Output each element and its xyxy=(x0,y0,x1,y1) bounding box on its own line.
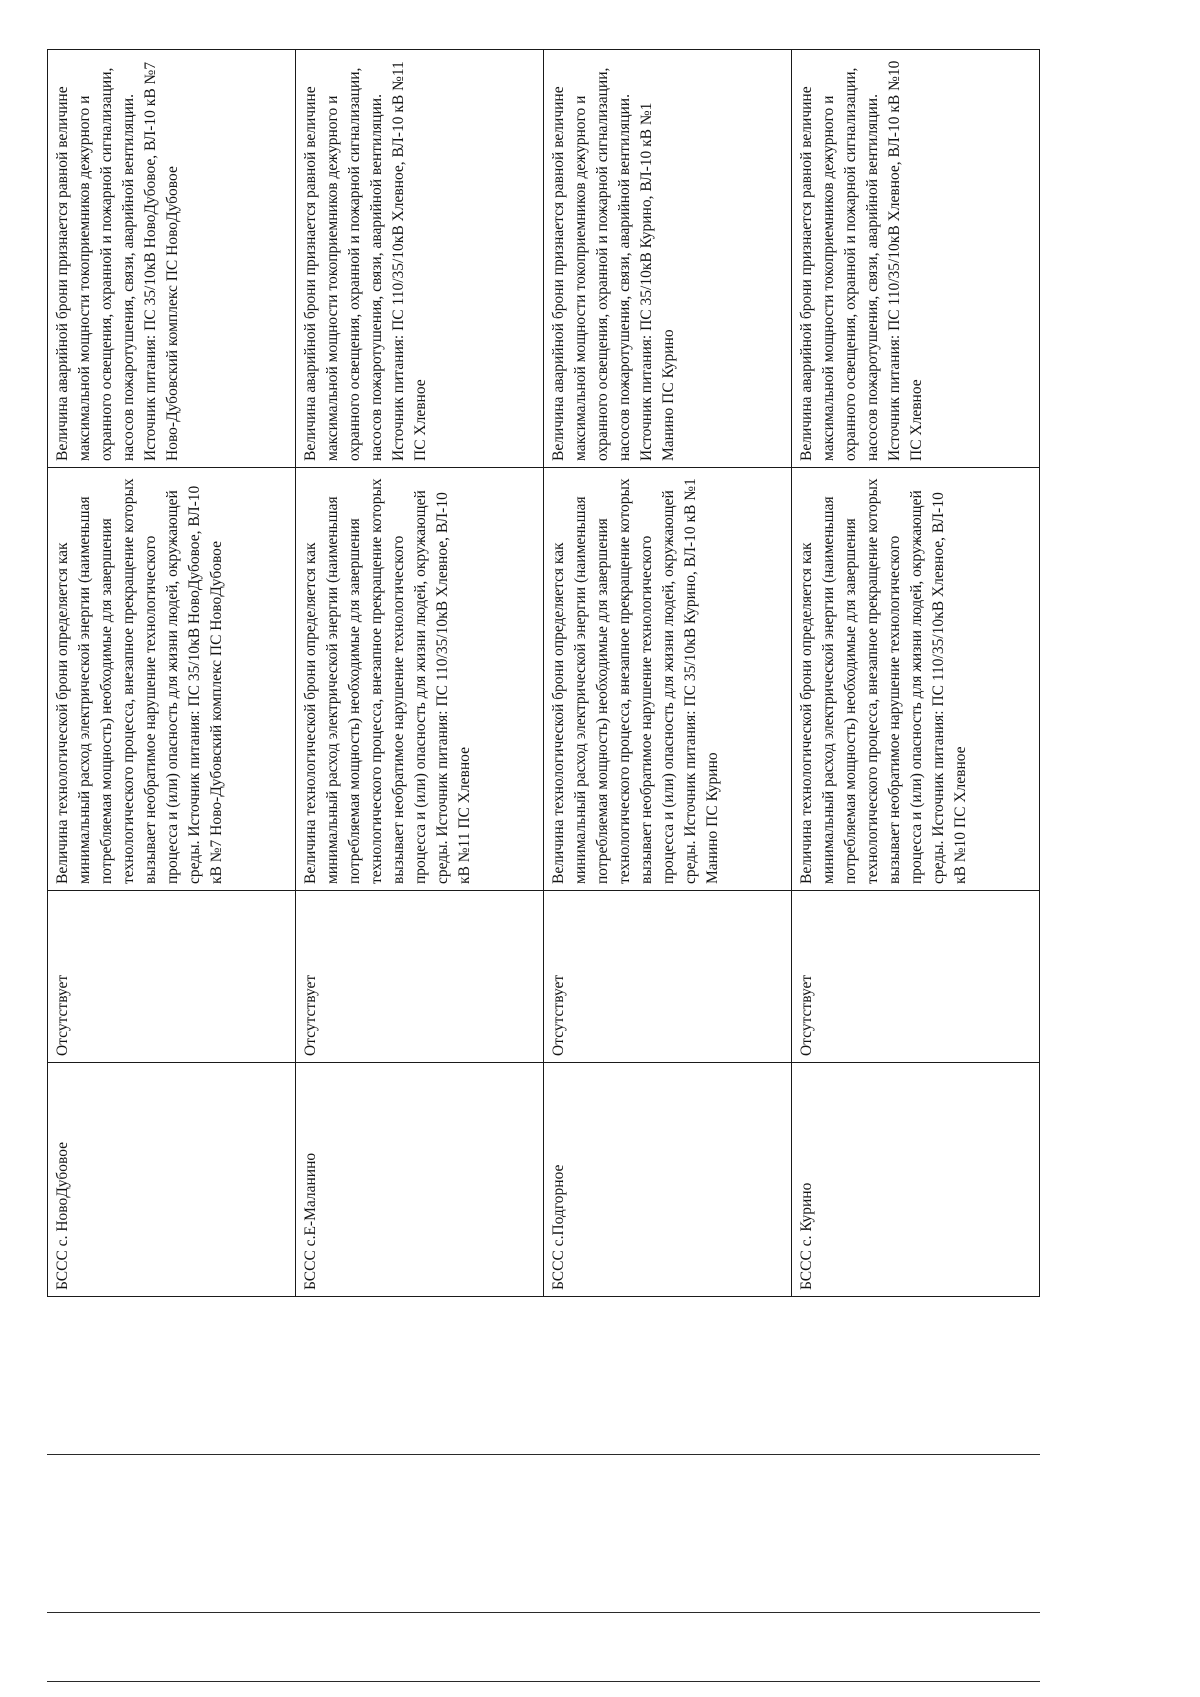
table-row xyxy=(48,50,296,1297)
horizontal-rule xyxy=(47,1681,1040,1682)
emergency-reserve-cell: Величина аварийной брони признается равной величине максимальной мощности токоприемников дежурного и охранного освещения, охранной и пожарной сигнализации, насосов пожаротушения, связи, аварийной вентиляции. Источник питания: ПС 35/10кВ НовоДубовое, ВЛ-10 кВ №7 Ново-Дубовский комплекс ПС НовоДубовое xyxy=(48,50,296,468)
station-name-cell: БССС с.Подгорное xyxy=(544,1063,792,1297)
station-name-cell: БССС с.Е-Маланино xyxy=(296,1063,544,1297)
technological-reserve-cell: Величина технологической брони определяется как минимальный расход электрической энергии (наименьшая потребляемая мощность) необходимые для завершения технологического процесса, внезапное прекращение которых вызывает необратимое нарушение технологического процесса и (или) опасность для жизни людей, окружающей среды. Источник питания: ПС 110/35/10кВ Хлевное, ВЛ-10 кВ №10 ПС Хлевное xyxy=(792,468,1040,891)
reserve-status-cell: Отсутствует xyxy=(48,891,296,1063)
emergency-reserve-cell: Величина аварийной брони признается равной величине максимальной мощности токоприемников дежурного и охранного освещения, охранной и пожарной сигнализации, насосов пожаротушения, связи, аварийной вентиляции. Источник питания: ПС 110/35/10кВ Хлевное, ВЛ-10 кВ №11 ПС Хлевное xyxy=(296,50,544,468)
technological-reserve-cell: Величина технологической брони определяется как минимальный расход электрической энергии (наименьшая потребляемая мощность) необходимые для завершения технологического процесса, внезапное прекращение которых вызывает необратимое нарушение технологического процесса и (или) опасность для жизни людей, окружающей среды. Источник питания: ПС 35/10кВ Курино, ВЛ-10 кВ №1 Манино ПС Курино xyxy=(544,468,792,891)
power-reserve-table xyxy=(47,49,1040,1297)
table-row xyxy=(544,50,792,1297)
technological-reserve-cell: Величина технологической брони определяется как минимальный расход электрической энергии (наименьшая потребляемая мощность) необходимые для завершения технологического процесса, внезапное прекращение которых вызывает необратимое нарушение технологического процесса и (или) опасность для жизни людей, окружающей среды. Источник питания: ПС 110/35/10кВ Хлевное, ВЛ-10 кВ №11 ПС Хлевное xyxy=(296,468,544,891)
reserve-table-frame xyxy=(47,50,1039,1297)
station-name-cell: БССС с. НовоДубовое xyxy=(48,1063,296,1297)
station-name-cell: БССС с. Курино xyxy=(792,1063,1040,1297)
technological-reserve-cell: Величина технологической брони определяется как минимальный расход электрической энергии (наименьшая потребляемая мощность) необходимые для завершения технологического процесса, внезапное прекращение которых вызывает необратимое нарушение технологического процесса и (или) опасность для жизни людей, окружающей среды. Источник питания: ПС 35/10кВ НовоДубовое, ВЛ-10 кВ №7 Ново-Дубовский комплекс ПС НовоДубовое xyxy=(48,468,296,891)
reserve-status-cell: Отсутствует xyxy=(544,891,792,1063)
horizontal-rule xyxy=(47,1454,1040,1455)
table-row xyxy=(296,50,544,1297)
reserve-status-cell: Отсутствует xyxy=(792,891,1040,1063)
horizontal-rule xyxy=(47,1612,1040,1613)
emergency-reserve-cell: Величина аварийной брони признается равной величине максимальной мощности токоприемников дежурного и охранного освещения, охранной и пожарной сигнализации, насосов пожаротушения, связи, аварийной вентиляции. Источник питания: ПС 110/35/10кВ Хлевное, ВЛ-10 кВ №10 ПС Хлевное xyxy=(792,50,1040,468)
rotated-table-container xyxy=(47,50,1039,1297)
table-row xyxy=(792,50,1040,1297)
emergency-reserve-cell: Величина аварийной брони признается равной величине максимальной мощности токоприемников дежурного и охранного освещения, охранной и пожарной сигнализации, насосов пожаротушения, связи, аварийной вентиляции. Источник питания: ПС 35/10кВ Курино, ВЛ-10 кВ №1 Манино ПС Курино xyxy=(544,50,792,468)
reserve-status-cell: Отсутствует xyxy=(296,891,544,1063)
